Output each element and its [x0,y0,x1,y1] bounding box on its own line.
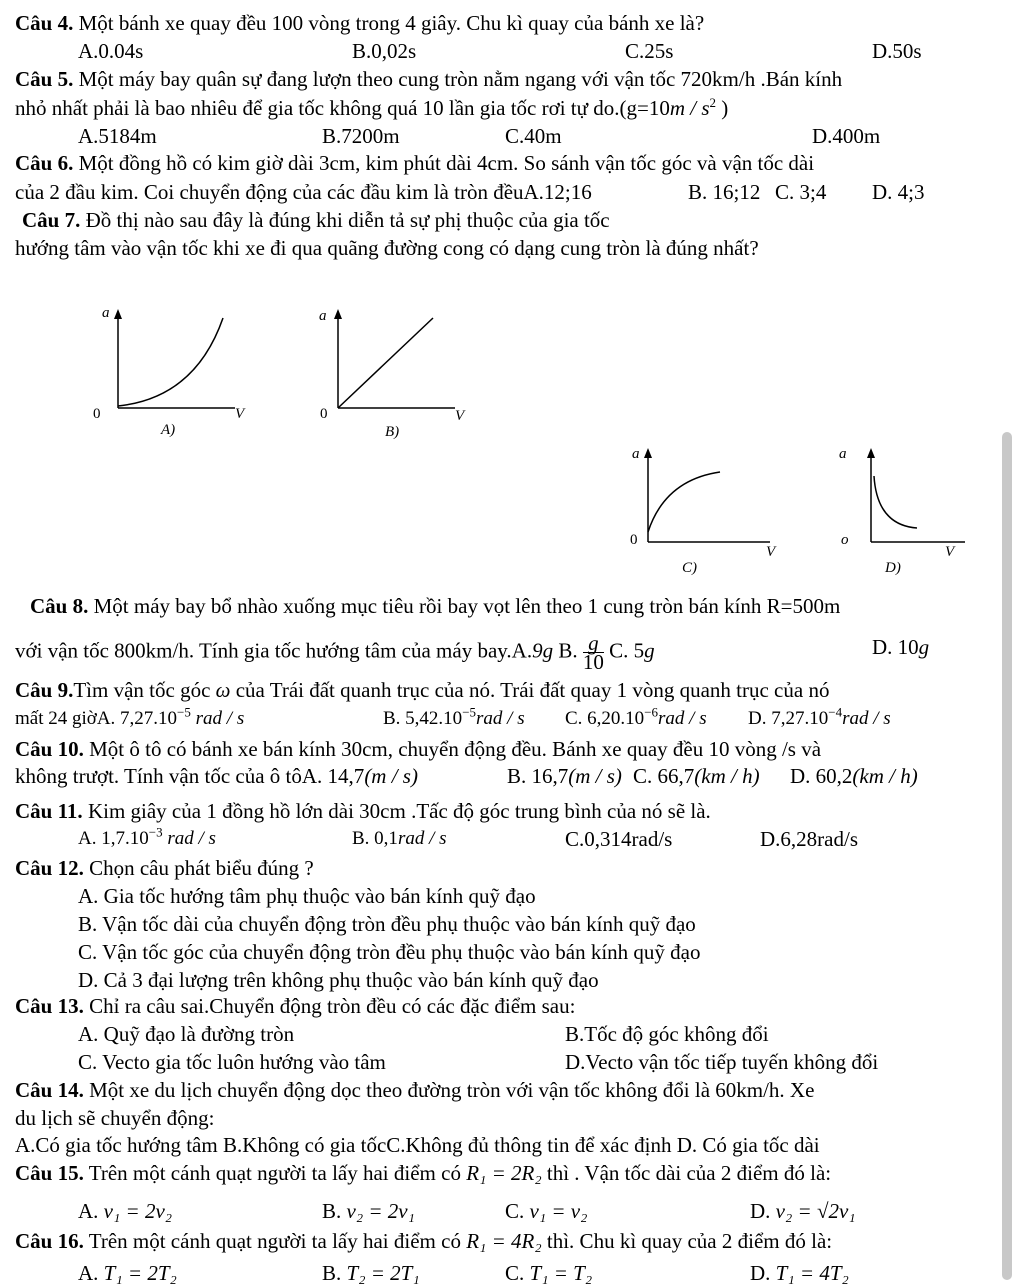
q16-label: Câu 16. [15,1229,84,1253]
q15-option-b [322,1198,415,1224]
q16-stem [15,1228,832,1254]
graph-b-origin: 0 [320,406,328,422]
q16-b-label: B. [322,1261,347,1285]
graph-b-y-label: a [319,308,327,324]
q10-line2-text: không trượt. Tính vận tốc của ô tôA. 14,7 [15,764,365,788]
graph-a-y-arrow [114,309,122,319]
q9-d-unit: rad / s [842,708,891,729]
q8-option-d-text: D. 10 [872,635,919,659]
q10-c-text: C. 66,7 [633,764,695,788]
graph-a-curve [118,318,223,406]
q8-option-d [872,634,929,660]
q9-a-unit: rad / s [190,708,245,729]
q12-option-d: D. Cả 3 đại lượng trên không phụ thuộc vào bán kính quỹ đạo [78,968,599,992]
graph-b-svg [305,300,485,450]
q16-text2: thì. Chu kì quay của 2 điểm đó là: [541,1229,833,1253]
graph-c [620,440,800,596]
q7-stem-line2: hướng tâm vào vận tốc khi xe đi qua quãng đường cong có dạng cung tròn là đúng nhất? [15,236,759,260]
q4-option-a: A.0.04s [78,39,144,63]
q11-option-d: D.6,28rad/s [760,827,858,851]
q11-text: Kim giây của 1 đồng hồ lớn dài 30cm .Tấc độ góc trung bình của nó sẽ là. [82,799,711,823]
q16-option-c [505,1260,592,1286]
q5-option-b: B.7200m [322,124,400,148]
q16-b-formula: T₂ = 2T₁ [346,1261,420,1285]
q16-option-b [322,1260,420,1286]
q15-b-formula: v₂ = 2v₁ [346,1199,415,1223]
q9-c-exp: −6 [644,704,659,720]
q6-option-b: B. 16;12 [688,180,761,204]
q5-option-c: C.40m [505,124,562,148]
omega-symbol: ω [215,678,231,702]
q5-stem-line2 [15,95,728,121]
q9-stem-line2 [15,706,244,732]
q9-option-d [748,706,891,732]
q10-option-c [633,763,760,789]
q9-c-unit: rad / s [658,708,707,729]
q13-option-a: A. Quỹ đạo là đường tròn [78,1022,295,1046]
q15-option-a [78,1198,172,1224]
graph-b-y-arrow [334,309,342,319]
graph-a-origin: 0 [93,406,101,422]
q15-stem [15,1160,831,1186]
q9-stem [15,677,829,703]
q9-option-b [383,706,525,732]
q13-text: Chỉ ra câu sai.Chuyển động tròn đều có các đặc điểm sau: [83,994,576,1018]
graph-d-origin: o [841,532,849,548]
graph-d-curve [874,476,917,528]
q6-stem-line2: của 2 đầu kim. Coi chuyển động của các đầu kim là tròn đềuA.12;16 [15,180,592,204]
q16-c-formula: T₁ = T₂ [529,1261,593,1285]
q13-option-c: C. Vecto gia tốc luôn hướng vào tâm [78,1050,386,1074]
q10-option-d [790,763,918,789]
q6-option-c: C. 3;4 [775,180,827,204]
q16-c-label: C. [505,1261,530,1285]
q13-stem [15,993,575,1019]
q10-a-unit: (m / s) [364,764,418,788]
q13-option-d: D.Vecto vận tốc tiếp tuyến không đổi [565,1050,879,1074]
q10-label: Câu 10. [15,737,84,761]
graph-a-caption: A) [161,422,176,438]
q11-option-c: C.0,314rad/s [565,827,673,851]
q10-b-text: B. 16,7 [507,764,569,788]
graph-c-y-arrow [644,448,652,458]
q15-a-label: A. [78,1199,104,1223]
q14-label: Câu 14. [15,1078,84,1102]
q11-option-b [352,826,447,852]
q10-d-unit: (km / h) [852,764,918,788]
q6-option-d: D. 4;3 [872,180,925,204]
q14-options: A.Có gia tốc hướng tâm B.Không có gia tốcC.Không đủ thông tin để xác định D. Có gia tốc dài [15,1133,820,1157]
q15-d-label: D. [750,1199,776,1223]
q10-c-unit: (km / h) [694,764,760,788]
q16-a-formula: T₁ = 2T₂ [103,1261,177,1285]
q11-stem [15,798,711,824]
q4-option-b: B.0,02s [352,39,417,63]
graph-c-svg [620,440,800,590]
q9-c-text: C. 6,20.10 [565,708,645,729]
q15-b-label: B. [322,1199,347,1223]
graph-d [835,440,995,596]
graph-d-y-label: a [839,446,847,462]
graph-d-svg [835,440,995,590]
q11-a-unit: rad / s [162,828,216,849]
q9-b-text: B. 5,42.10 [383,708,463,729]
q7-label: Câu 7. [22,208,81,232]
q8-fraction-denominator: 10 [582,650,604,674]
q8-fraction-numerator: g [583,634,604,653]
q9-option-c [565,706,707,732]
q10-text: Một ô tô có bánh xe bán kính 30cm, chuyển động đều. Bánh xe quay đều 10 vòng /s và [83,737,822,761]
graph-c-x-label: V [766,544,776,560]
q12-label: Câu 12. [15,856,84,880]
q9-d-text: D. 7,27.10 [748,708,829,729]
graph-c-origin: 0 [630,532,638,548]
q11-a-text: A. 1,7.10 [78,828,149,849]
q15-text: Trên một cánh quạt người ta lấy hai điểm có [83,1161,467,1185]
q8-label: Câu 8. [30,594,89,618]
q10-b-unit: (m / s) [568,764,622,788]
q16-option-a [78,1260,177,1286]
q15-c-formula: v₁ = v₂ [529,1199,588,1223]
q7-text: Đồ thị nào sau đây là đúng khi diễn tả sự phị thuộc của gia tốc [80,208,610,232]
graph-d-caption: D) [885,560,901,576]
q10-stem-line2 [15,763,418,789]
q11-b-unit: rad / s [397,828,447,849]
q6-stem [15,150,814,176]
q8-option-c: C. 5 [603,638,645,663]
q5-stem [15,66,842,92]
q15-a-formula: v₁ = 2v₂ [103,1199,173,1223]
q8-line2-text: với vận tốc 800km/h. Tính gia tốc hướng tâm của máy bay.A. [15,638,533,663]
q5-text: Một máy bay quân sự đang lượn theo cung tròn nằm ngang với vận tốc 720km/h .Bán kính [73,67,843,91]
q14-stem-line2: du lịch sẽ chuyển động: [15,1106,215,1130]
q15-label: Câu 15. [15,1161,84,1185]
q9-b-exp: −5 [462,704,477,720]
q8-option-c-value: g [644,638,655,663]
graph-c-caption: C) [682,560,697,576]
q15-text2: thì . Vận tốc dài của 2 điểm đó là: [541,1161,832,1185]
q9-b-unit: rad / s [476,708,525,729]
q11-option-a [78,826,216,852]
q9-text: Tìm vận tốc góc [73,678,216,702]
graph-a-svg [85,300,265,450]
q14-stem [15,1077,814,1103]
q5-close: ) [716,96,729,120]
q11-a-exp: −3 [148,824,163,840]
q16-condition: R₁ = 4R₂ [466,1229,542,1253]
q15-c-label: C. [505,1199,530,1223]
q5-option-d: D.400m [812,124,881,148]
q15-option-d [750,1198,856,1224]
q16-a-label: A. [78,1261,104,1285]
q7-stem [22,207,610,233]
q12-option-c: C. Vận tốc góc của chuyển động tròn đều phụ thuộc vào bán kính quỹ đạo [78,940,701,964]
graph-c-y-label: a [632,446,640,462]
q12-option-a: A. Gia tốc hướng tâm phụ thuộc vào bán kính quỹ đạo [78,884,536,908]
q6-label: Câu 6. [15,151,74,175]
q12-option-b: B. Vận tốc dài của chuyển động tròn đều phụ thuộc vào bán kính quỹ đạo [78,912,696,936]
q13-label: Câu 13. [15,994,84,1018]
q4-stem [15,10,704,36]
q16-option-d [750,1260,849,1286]
q15-condition: R₁ = 2R₂ [466,1161,542,1185]
q14-text: Một xe du lịch chuyển động dọc theo đường tròn với vận tốc không đổi là 60km/h. Xe [83,1078,815,1102]
q9-d-exp: −4 [828,704,843,720]
q4-option-d: D.50s [872,39,922,63]
q11-b-text: B. 0,1 [352,828,398,849]
q8-text: Một máy bay bổ nhào xuống mục tiêu rồi bay vọt lên theo 1 cung tròn bán kính R=500m [88,594,841,618]
graph-d-x-label: V [945,544,955,560]
graph-a-y-label: a [102,305,110,321]
q16-d-label: D. [750,1261,776,1285]
graph-b-line [338,318,433,408]
q16-text: Trên một cánh quạt người ta lấy hai điểm có [83,1229,467,1253]
q9-line2-text: mất 24 giờA. 7,27.10 [15,708,178,729]
q4-text: Một bánh xe quay đều 100 vòng trong 4 giây. Chu kì quay của bánh xe là? [73,11,705,35]
q5-unit-exp: 2 [709,95,717,110]
q15-option-c [505,1198,587,1224]
q12-text: Chọn câu phát biểu đúng ? [83,856,314,880]
q16-d-formula: T₁ = 4T₂ [775,1261,849,1285]
q13-option-b: B.Tốc độ góc không đổi [565,1022,769,1046]
q8-option-d-value: g [918,635,930,659]
q9-text2: của Trái đất quanh trục của nó. Trái đất quay 1 vòng quanh trục của nó [230,678,830,702]
graph-d-y-arrow [867,448,875,458]
q8-stem-line2 [15,631,655,674]
q15-d-formula: v₂ = √2v₁ [775,1199,856,1223]
q10-stem [15,736,821,762]
q12-stem [15,855,314,881]
q10-option-b [507,763,622,789]
q11-label: Câu 11. [15,799,83,823]
graph-a [85,300,265,456]
q4-option-c: C.25s [625,39,674,63]
q6-text: Một đồng hồ có kim giờ dài 3cm, kim phút dài 4cm. So sánh vận tốc góc và vận tốc dài [73,151,815,175]
graph-b-x-label: V [455,408,465,424]
q9-label: Câu 9. [15,678,74,702]
graph-b-caption: B) [385,424,400,440]
q8-stem [30,593,840,619]
q8-option-b-label: B. [553,638,583,663]
q5-label: Câu 5. [15,67,74,91]
graph-b [305,300,485,456]
q5-unit: m / s [669,96,710,120]
q8-option-b-fraction [582,631,604,674]
q5-option-a: A.5184m [78,124,157,148]
graph-a-x-label: V [235,406,245,422]
q10-d-text: D. 60,2 [790,764,853,788]
q5-line2-text: nhỏ nhất phải là bao nhiêu để gia tốc không quá 10 lần gia tốc rơi tự do.(g=10 [15,96,670,120]
q9-a-exp: −5 [177,704,191,720]
graph-c-curve [648,472,720,532]
vertical-scrollbar[interactable] [1002,432,1012,1280]
q8-option-a-value: 9g [532,638,554,663]
q4-label: Câu 4. [15,11,74,35]
